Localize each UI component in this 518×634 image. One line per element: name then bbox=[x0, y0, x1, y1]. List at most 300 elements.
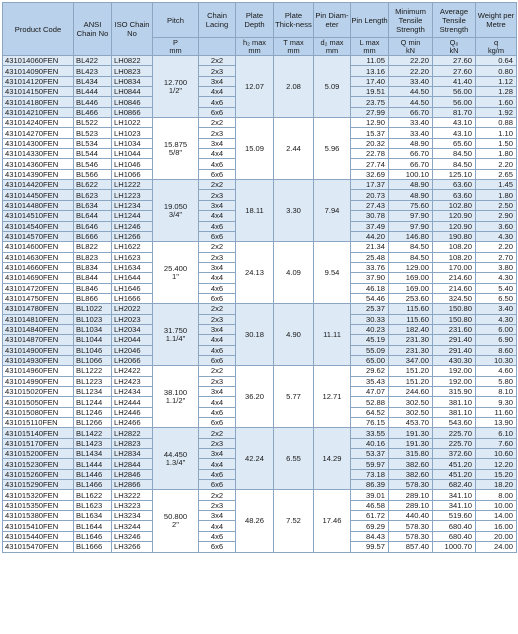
chain-lacing-cell: 6x6 bbox=[199, 169, 236, 179]
product-code-cell: 431014630FEN bbox=[3, 252, 74, 262]
pin-length-cell: 99.57 bbox=[351, 542, 389, 552]
product-code-cell: 431014090FEN bbox=[3, 66, 74, 76]
ansi-chain-cell: BL1622 bbox=[74, 490, 112, 500]
product-code-cell: 431015170FEN bbox=[3, 438, 74, 448]
pin-length-cell: 46.58 bbox=[351, 500, 389, 510]
pitch-cell: 25.400 1" bbox=[153, 242, 199, 304]
iso-chain-cell: LH0822 bbox=[112, 56, 153, 66]
product-code-cell: 431014450FEN bbox=[3, 190, 74, 200]
avg-tensile-cell: 56.00 bbox=[433, 97, 476, 107]
column-unit-10: Q₀ kN bbox=[433, 38, 476, 56]
weight-cell: 13.90 bbox=[476, 418, 517, 428]
pin-length-cell: 65.00 bbox=[351, 355, 389, 365]
iso-chain-cell: LH3223 bbox=[112, 500, 153, 510]
ansi-chain-cell: BL1646 bbox=[74, 531, 112, 541]
pitch-cell: 31.750 1.1/4" bbox=[153, 304, 199, 366]
weight-cell: 1.12 bbox=[476, 76, 517, 86]
ansi-chain-cell: BL1644 bbox=[74, 521, 112, 531]
column-unit-11: q kg/m bbox=[476, 38, 517, 56]
pin-length-cell: 39.01 bbox=[351, 490, 389, 500]
chain-lacing-cell: 6x6 bbox=[199, 107, 236, 117]
chain-lacing-cell: 4x4 bbox=[199, 521, 236, 531]
min-tensile-cell: 169.00 bbox=[389, 273, 433, 283]
avg-tensile-cell: 214.60 bbox=[433, 273, 476, 283]
avg-tensile-cell: 543.60 bbox=[433, 418, 476, 428]
column-unit-4 bbox=[199, 38, 236, 56]
chain-lacing-cell: 6x6 bbox=[199, 418, 236, 428]
product-code-cell: 431015440FEN bbox=[3, 531, 74, 541]
iso-chain-cell: LH1246 bbox=[112, 221, 153, 231]
chain-lacing-cell: 3x4 bbox=[199, 324, 236, 334]
iso-chain-cell: LH1622 bbox=[112, 242, 153, 252]
pin-length-cell: 13.16 bbox=[351, 66, 389, 76]
ansi-chain-cell: BL823 bbox=[74, 252, 112, 262]
min-tensile-cell: 289.10 bbox=[389, 500, 433, 510]
avg-tensile-cell: 225.70 bbox=[433, 428, 476, 438]
group-pin-cell: 5.96 bbox=[314, 118, 351, 180]
weight-cell: 2.50 bbox=[476, 200, 517, 210]
column-header-5: Plate Depth bbox=[236, 3, 274, 38]
product-code-cell: 431015200FEN bbox=[3, 449, 74, 459]
ansi-chain-cell: BL846 bbox=[74, 283, 112, 293]
pin-length-cell: 11.05 bbox=[351, 56, 389, 66]
ansi-chain-cell: BL1634 bbox=[74, 511, 112, 521]
table-row bbox=[3, 242, 517, 252]
column-unit-5: h₂ max mm bbox=[236, 38, 274, 56]
group-depth-cell: 18.11 bbox=[236, 180, 274, 242]
min-tensile-cell: 347.00 bbox=[389, 355, 433, 365]
product-code-cell: 431014540FEN bbox=[3, 221, 74, 231]
product-code-cell: 431015230FEN bbox=[3, 459, 74, 469]
avg-tensile-cell: 120.90 bbox=[433, 221, 476, 231]
pin-length-cell: 23.75 bbox=[351, 97, 389, 107]
product-code-cell: 431014840FEN bbox=[3, 324, 74, 334]
avg-tensile-cell: 43.10 bbox=[433, 118, 476, 128]
column-header-7: Pin Diam-eter bbox=[314, 3, 351, 38]
iso-chain-cell: LH1022 bbox=[112, 118, 153, 128]
chain-lacing-cell: 4x6 bbox=[199, 159, 236, 169]
min-tensile-cell: 244.60 bbox=[389, 387, 433, 397]
ansi-chain-cell: BL1044 bbox=[74, 335, 112, 345]
min-tensile-cell: 97.90 bbox=[389, 221, 433, 231]
product-code-cell: 431015020FEN bbox=[3, 387, 74, 397]
avg-tensile-cell: 41.40 bbox=[433, 76, 476, 86]
group-depth-cell: 30.18 bbox=[236, 304, 274, 366]
ansi-chain-cell: BL1023 bbox=[74, 314, 112, 324]
ansi-chain-cell: BL534 bbox=[74, 138, 112, 148]
chain-lacing-cell: 3x4 bbox=[199, 387, 236, 397]
weight-cell: 1.45 bbox=[476, 180, 517, 190]
iso-chain-cell: LH2023 bbox=[112, 314, 153, 324]
pin-length-cell: 86.39 bbox=[351, 480, 389, 490]
column-unit-6: T max mm bbox=[274, 38, 314, 56]
pin-length-cell: 44.20 bbox=[351, 231, 389, 241]
avg-tensile-cell: 190.80 bbox=[433, 231, 476, 241]
product-code-cell: 431014720FEN bbox=[3, 283, 74, 293]
weight-cell: 2.20 bbox=[476, 159, 517, 169]
avg-tensile-cell: 108.20 bbox=[433, 242, 476, 252]
min-tensile-cell: 44.50 bbox=[389, 87, 433, 97]
chain-lacing-cell: 2x3 bbox=[199, 314, 236, 324]
ansi-chain-cell: BL622 bbox=[74, 180, 112, 190]
min-tensile-cell: 100.10 bbox=[389, 169, 433, 179]
group-thick-cell: 6.55 bbox=[274, 428, 314, 490]
min-tensile-cell: 302.50 bbox=[389, 397, 433, 407]
avg-tensile-cell: 214.60 bbox=[433, 283, 476, 293]
product-code-cell: 431014510FEN bbox=[3, 211, 74, 221]
chain-lacing-cell: 2x3 bbox=[199, 128, 236, 138]
iso-chain-cell: LH2066 bbox=[112, 355, 153, 365]
ansi-chain-cell: BL1223 bbox=[74, 376, 112, 386]
min-tensile-cell: 151.20 bbox=[389, 376, 433, 386]
chain-lacing-cell: 4x4 bbox=[199, 335, 236, 345]
iso-chain-cell: LH2434 bbox=[112, 387, 153, 397]
pitch-cell: 50.800 2" bbox=[153, 490, 199, 552]
group-depth-cell: 36.20 bbox=[236, 366, 274, 428]
avg-tensile-cell: 125.10 bbox=[433, 169, 476, 179]
weight-cell: 2.70 bbox=[476, 252, 517, 262]
avg-tensile-cell: 682.40 bbox=[433, 480, 476, 490]
group-pin-cell: 14.29 bbox=[314, 428, 351, 490]
ansi-chain-cell: BL822 bbox=[74, 242, 112, 252]
weight-cell: 24.00 bbox=[476, 542, 517, 552]
avg-tensile-cell: 519.60 bbox=[433, 511, 476, 521]
chain-lacing-cell: 2x3 bbox=[199, 252, 236, 262]
weight-cell: 18.20 bbox=[476, 480, 517, 490]
chain-lacing-cell: 2x2 bbox=[199, 490, 236, 500]
avg-tensile-cell: 231.60 bbox=[433, 324, 476, 334]
product-code-cell: 431014810FEN bbox=[3, 314, 74, 324]
product-code-cell: 431014600FEN bbox=[3, 242, 74, 252]
avg-tensile-cell: 291.40 bbox=[433, 345, 476, 355]
iso-chain-cell: LH1634 bbox=[112, 262, 153, 272]
ansi-chain-cell: BL444 bbox=[74, 87, 112, 97]
iso-chain-cell: LH1044 bbox=[112, 149, 153, 159]
avg-tensile-cell: 680.40 bbox=[433, 531, 476, 541]
min-tensile-cell: 302.50 bbox=[389, 407, 433, 417]
product-code-cell: 431014210FEN bbox=[3, 107, 74, 117]
group-depth-cell: 24.13 bbox=[236, 242, 274, 304]
min-tensile-cell: 129.00 bbox=[389, 262, 433, 272]
pin-length-cell: 15.37 bbox=[351, 128, 389, 138]
iso-chain-cell: LH0844 bbox=[112, 87, 153, 97]
avg-tensile-cell: 43.10 bbox=[433, 128, 476, 138]
weight-cell: 8.00 bbox=[476, 490, 517, 500]
chain-lacing-cell: 4x6 bbox=[199, 407, 236, 417]
group-depth-cell: 15.09 bbox=[236, 118, 274, 180]
ansi-chain-cell: BL523 bbox=[74, 128, 112, 138]
ansi-chain-cell: BL644 bbox=[74, 211, 112, 221]
ansi-chain-cell: BL1222 bbox=[74, 366, 112, 376]
min-tensile-cell: 453.70 bbox=[389, 418, 433, 428]
chain-lacing-cell: 4x4 bbox=[199, 211, 236, 221]
product-code-cell: 431014750FEN bbox=[3, 293, 74, 303]
pin-length-cell: 53.37 bbox=[351, 449, 389, 459]
ansi-chain-cell: BL1046 bbox=[74, 345, 112, 355]
product-code-cell: 431014180FEN bbox=[3, 97, 74, 107]
ansi-chain-cell: BL434 bbox=[74, 76, 112, 86]
iso-chain-cell: LH1244 bbox=[112, 211, 153, 221]
ansi-chain-cell: BL1446 bbox=[74, 469, 112, 479]
chain-lacing-cell: 2x2 bbox=[199, 56, 236, 66]
pin-length-cell: 25.48 bbox=[351, 252, 389, 262]
iso-chain-cell: LH3244 bbox=[112, 521, 153, 531]
weight-cell: 3.40 bbox=[476, 304, 517, 314]
min-tensile-cell: 48.90 bbox=[389, 180, 433, 190]
product-code-cell: 431014690FEN bbox=[3, 273, 74, 283]
iso-chain-cell: LH2046 bbox=[112, 345, 153, 355]
chain-lacing-cell: 6x6 bbox=[199, 542, 236, 552]
ansi-chain-cell: BL646 bbox=[74, 221, 112, 231]
min-tensile-cell: 115.60 bbox=[389, 304, 433, 314]
product-code-cell: 431014870FEN bbox=[3, 335, 74, 345]
weight-cell: 3.80 bbox=[476, 262, 517, 272]
weight-cell: 12.20 bbox=[476, 459, 517, 469]
weight-cell: 1.80 bbox=[476, 149, 517, 159]
pin-length-cell: 73.18 bbox=[351, 469, 389, 479]
product-code-cell: 431014990FEN bbox=[3, 376, 74, 386]
chain-lacing-cell: 4x6 bbox=[199, 221, 236, 231]
iso-chain-cell: LH2034 bbox=[112, 324, 153, 334]
column-unit-9: Q min kN bbox=[389, 38, 433, 56]
product-code-cell: 431014270FEN bbox=[3, 128, 74, 138]
avg-tensile-cell: 65.60 bbox=[433, 138, 476, 148]
column-unit-8: L max mm bbox=[351, 38, 389, 56]
pin-length-cell: 46.18 bbox=[351, 283, 389, 293]
ansi-chain-cell: BL1623 bbox=[74, 500, 112, 510]
pitch-cell: 38.100 1.1/2" bbox=[153, 366, 199, 428]
weight-cell: 2.65 bbox=[476, 169, 517, 179]
iso-chain-cell: LH1666 bbox=[112, 293, 153, 303]
weight-cell: 1.28 bbox=[476, 87, 517, 97]
chain-lacing-cell: 2x2 bbox=[199, 366, 236, 376]
chain-lacing-cell: 3x4 bbox=[199, 449, 236, 459]
pin-length-cell: 55.09 bbox=[351, 345, 389, 355]
table-row bbox=[3, 56, 517, 66]
avg-tensile-cell: 108.20 bbox=[433, 252, 476, 262]
pin-length-cell: 40.16 bbox=[351, 438, 389, 448]
min-tensile-cell: 48.90 bbox=[389, 138, 433, 148]
iso-chain-cell: LH1223 bbox=[112, 190, 153, 200]
product-code-cell: 431014150FEN bbox=[3, 87, 74, 97]
min-tensile-cell: 146.80 bbox=[389, 231, 433, 241]
iso-chain-cell: LH2446 bbox=[112, 407, 153, 417]
column-header-6: Plate Thick-ness bbox=[274, 3, 314, 38]
weight-cell: 8.60 bbox=[476, 345, 517, 355]
avg-tensile-cell: 680.40 bbox=[433, 521, 476, 531]
pin-length-cell: 21.34 bbox=[351, 242, 389, 252]
ansi-chain-cell: BL1422 bbox=[74, 428, 112, 438]
weight-cell: 10.30 bbox=[476, 355, 517, 365]
table-row bbox=[3, 428, 517, 438]
ansi-chain-cell: BL844 bbox=[74, 273, 112, 283]
weight-cell: 6.50 bbox=[476, 293, 517, 303]
min-tensile-cell: 578.30 bbox=[389, 480, 433, 490]
min-tensile-cell: 857.40 bbox=[389, 542, 433, 552]
chain-lacing-cell: 4x6 bbox=[199, 345, 236, 355]
pin-length-cell: 29.62 bbox=[351, 366, 389, 376]
ansi-chain-cell: BL546 bbox=[74, 159, 112, 169]
avg-tensile-cell: 63.60 bbox=[433, 190, 476, 200]
chain-lacing-cell: 2x3 bbox=[199, 66, 236, 76]
chain-lacing-cell: 3x4 bbox=[199, 262, 236, 272]
ansi-chain-cell: BL1034 bbox=[74, 324, 112, 334]
column-header-1: ANSI Chain No bbox=[74, 3, 112, 56]
chain-lacing-cell: 2x3 bbox=[199, 376, 236, 386]
chain-lacing-cell: 4x4 bbox=[199, 459, 236, 469]
product-code-cell: 431015260FEN bbox=[3, 469, 74, 479]
pin-length-cell: 37.49 bbox=[351, 221, 389, 231]
chain-lacing-cell: 4x6 bbox=[199, 469, 236, 479]
iso-chain-cell: LH2844 bbox=[112, 459, 153, 469]
product-code-cell: 431015380FEN bbox=[3, 511, 74, 521]
product-code-cell: 431014060FEN bbox=[3, 56, 74, 66]
group-thick-cell: 5.77 bbox=[274, 366, 314, 428]
ansi-chain-cell: BL866 bbox=[74, 293, 112, 303]
chain-lacing-cell: 4x4 bbox=[199, 397, 236, 407]
product-code-cell: 431015350FEN bbox=[3, 500, 74, 510]
iso-chain-cell: LH3222 bbox=[112, 490, 153, 500]
iso-chain-cell: LH1222 bbox=[112, 180, 153, 190]
pin-length-cell: 33.55 bbox=[351, 428, 389, 438]
column-header-9: Minimum Tensile Strength bbox=[389, 3, 433, 38]
iso-chain-cell: LH3246 bbox=[112, 531, 153, 541]
weight-cell: 4.30 bbox=[476, 314, 517, 324]
min-tensile-cell: 191.30 bbox=[389, 438, 433, 448]
column-unit-3: P mm bbox=[153, 38, 199, 56]
product-code-cell: 431014360FEN bbox=[3, 159, 74, 169]
weight-cell: 10.00 bbox=[476, 500, 517, 510]
pin-length-cell: 84.43 bbox=[351, 531, 389, 541]
group-thick-cell: 4.90 bbox=[274, 304, 314, 366]
chain-lacing-cell: 6x6 bbox=[199, 293, 236, 303]
weight-cell: 6.00 bbox=[476, 324, 517, 334]
iso-chain-cell: LH1034 bbox=[112, 138, 153, 148]
chain-lacing-cell: 4x6 bbox=[199, 97, 236, 107]
pin-length-cell: 32.69 bbox=[351, 169, 389, 179]
product-code-cell: 431015110FEN bbox=[3, 418, 74, 428]
weight-cell: 1.60 bbox=[476, 97, 517, 107]
weight-cell: 0.80 bbox=[476, 66, 517, 76]
iso-chain-cell: LH2466 bbox=[112, 418, 153, 428]
pitch-cell: 15.875 5/8" bbox=[153, 118, 199, 180]
chain-lacing-cell: 4x4 bbox=[199, 87, 236, 97]
iso-chain-cell: LH3266 bbox=[112, 542, 153, 552]
weight-cell: 7.60 bbox=[476, 438, 517, 448]
ansi-chain-cell: BL1434 bbox=[74, 449, 112, 459]
min-tensile-cell: 22.20 bbox=[389, 66, 433, 76]
avg-tensile-cell: 381.10 bbox=[433, 397, 476, 407]
iso-chain-cell: LH2423 bbox=[112, 376, 153, 386]
chain-lacing-cell: 2x3 bbox=[199, 190, 236, 200]
weight-cell: 3.60 bbox=[476, 221, 517, 231]
group-thick-cell: 4.09 bbox=[274, 242, 314, 304]
column-header-3: Pitch bbox=[153, 3, 199, 38]
min-tensile-cell: 115.60 bbox=[389, 314, 433, 324]
column-header-4: Chain Lacing bbox=[199, 3, 236, 38]
avg-tensile-cell: 192.00 bbox=[433, 376, 476, 386]
iso-chain-cell: LH1023 bbox=[112, 128, 153, 138]
column-header-11: Weight per Metre bbox=[476, 3, 517, 38]
min-tensile-cell: 48.90 bbox=[389, 190, 433, 200]
iso-chain-cell: LH2822 bbox=[112, 428, 153, 438]
min-tensile-cell: 231.30 bbox=[389, 335, 433, 345]
ansi-chain-cell: BL522 bbox=[74, 118, 112, 128]
iso-chain-cell: LH2834 bbox=[112, 449, 153, 459]
weight-cell: 4.30 bbox=[476, 231, 517, 241]
weight-cell: 2.90 bbox=[476, 211, 517, 221]
pin-length-cell: 22.78 bbox=[351, 149, 389, 159]
avg-tensile-cell: 150.80 bbox=[433, 314, 476, 324]
weight-cell: 1.10 bbox=[476, 128, 517, 138]
iso-chain-cell: LH1646 bbox=[112, 283, 153, 293]
product-code-cell: 431015320FEN bbox=[3, 490, 74, 500]
min-tensile-cell: 151.20 bbox=[389, 366, 433, 376]
ansi-chain-cell: BL623 bbox=[74, 190, 112, 200]
avg-tensile-cell: 381.10 bbox=[433, 407, 476, 417]
chain-lacing-cell: 6x6 bbox=[199, 480, 236, 490]
pin-length-cell: 64.52 bbox=[351, 407, 389, 417]
weight-cell: 9.30 bbox=[476, 397, 517, 407]
chain-lacing-cell: 3x4 bbox=[199, 511, 236, 521]
avg-tensile-cell: 192.00 bbox=[433, 366, 476, 376]
chain-lacing-cell: 2x2 bbox=[199, 118, 236, 128]
avg-tensile-cell: 27.60 bbox=[433, 66, 476, 76]
avg-tensile-cell: 430.30 bbox=[433, 355, 476, 365]
min-tensile-cell: 33.40 bbox=[389, 128, 433, 138]
avg-tensile-cell: 372.60 bbox=[433, 449, 476, 459]
product-code-cell: 431014300FEN bbox=[3, 138, 74, 148]
avg-tensile-cell: 84.50 bbox=[433, 149, 476, 159]
table-body bbox=[3, 56, 517, 553]
weight-cell: 4.30 bbox=[476, 273, 517, 283]
min-tensile-cell: 315.80 bbox=[389, 449, 433, 459]
pin-length-cell: 45.19 bbox=[351, 335, 389, 345]
ansi-chain-cell: BL1234 bbox=[74, 387, 112, 397]
product-code-cell: 431014930FEN bbox=[3, 355, 74, 365]
pitch-cell: 44.450 1.3/4" bbox=[153, 428, 199, 490]
avg-tensile-cell: 27.60 bbox=[433, 56, 476, 66]
weight-cell: 0.88 bbox=[476, 118, 517, 128]
min-tensile-cell: 382.60 bbox=[389, 469, 433, 479]
pin-length-cell: 20.73 bbox=[351, 190, 389, 200]
product-code-cell: 431014480FEN bbox=[3, 200, 74, 210]
chain-lacing-cell: 6x6 bbox=[199, 355, 236, 365]
table-row bbox=[3, 118, 517, 128]
group-pin-cell: 9.54 bbox=[314, 242, 351, 304]
weight-cell: 15.20 bbox=[476, 469, 517, 479]
min-tensile-cell: 44.50 bbox=[389, 97, 433, 107]
avg-tensile-cell: 170.00 bbox=[433, 262, 476, 272]
ansi-chain-cell: BL1022 bbox=[74, 304, 112, 314]
weight-cell: 5.80 bbox=[476, 376, 517, 386]
pin-length-cell: 40.23 bbox=[351, 324, 389, 334]
pin-length-cell: 35.43 bbox=[351, 376, 389, 386]
min-tensile-cell: 75.60 bbox=[389, 200, 433, 210]
product-code-cell: 431014900FEN bbox=[3, 345, 74, 355]
avg-tensile-cell: 150.80 bbox=[433, 304, 476, 314]
pin-length-cell: 52.88 bbox=[351, 397, 389, 407]
group-thick-cell: 2.44 bbox=[274, 118, 314, 180]
column-header-2: ISO Chain No bbox=[112, 3, 153, 56]
chain-lacing-cell: 2x2 bbox=[199, 242, 236, 252]
min-tensile-cell: 84.50 bbox=[389, 242, 433, 252]
pin-length-cell: 30.33 bbox=[351, 314, 389, 324]
product-code-cell: 431015470FEN bbox=[3, 542, 74, 552]
avg-tensile-cell: 291.40 bbox=[433, 335, 476, 345]
min-tensile-cell: 440.40 bbox=[389, 511, 433, 521]
chain-lacing-cell: 2x3 bbox=[199, 438, 236, 448]
